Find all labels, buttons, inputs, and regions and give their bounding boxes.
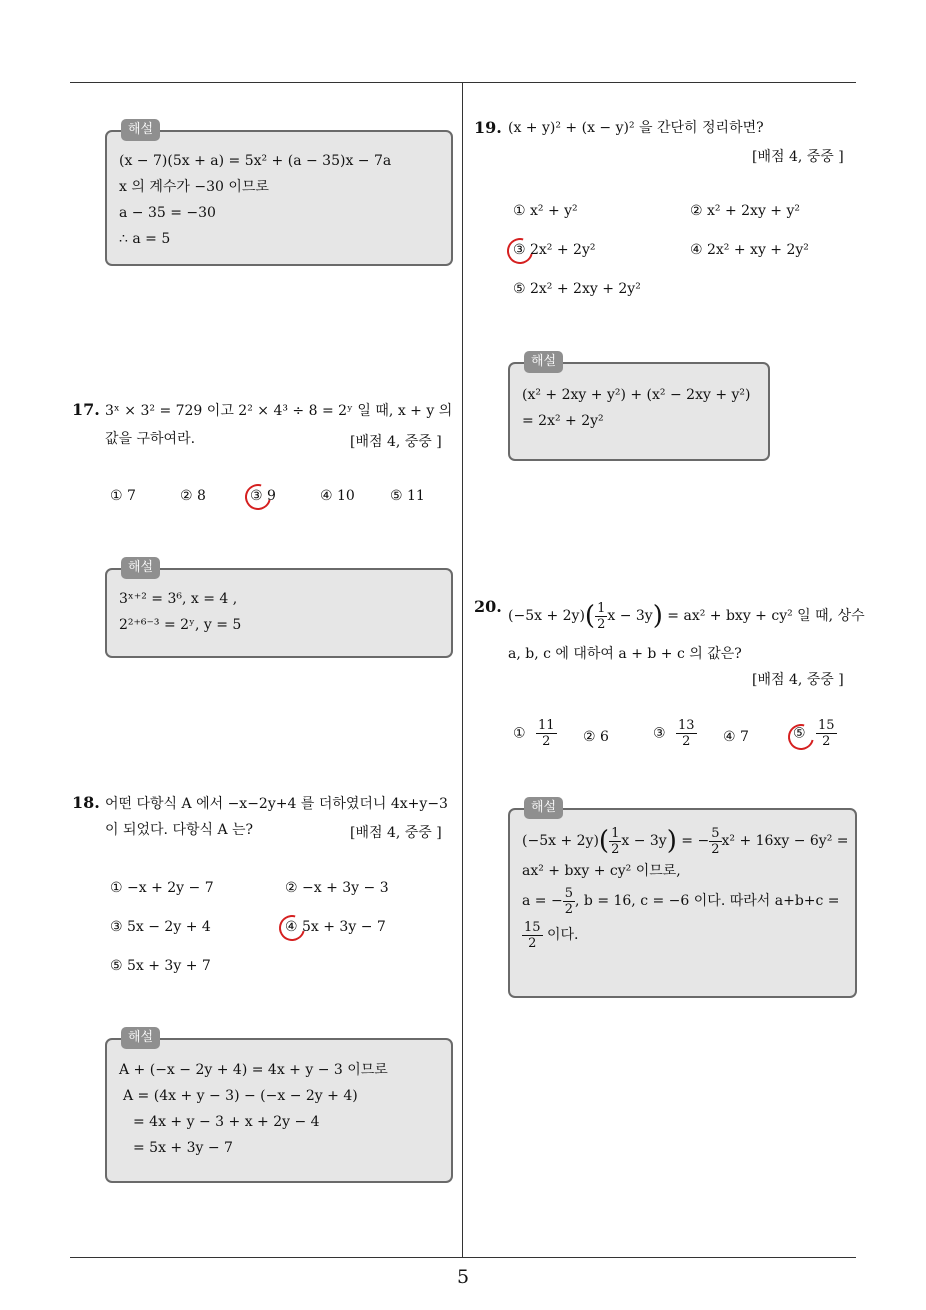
page-number: 5: [456, 1266, 470, 1288]
q19-number: 19.: [474, 118, 502, 137]
solution-label: 해설: [524, 797, 563, 819]
q19-choice-4[interactable]: ④ 2x² + xy + 2y²: [690, 242, 809, 258]
q16-solution-box: [105, 122, 453, 266]
q17-choice-1[interactable]: ① 7: [110, 488, 136, 504]
q18-number: 18.: [72, 793, 100, 812]
solution-label: 해설: [121, 1027, 160, 1049]
header-rule: [70, 82, 856, 83]
q17-text-line-2: 값을 구하여라.: [105, 431, 196, 447]
q20-sol1-b: x − 3y: [621, 833, 667, 849]
q18-choice-2[interactable]: ② −x + 3y − 3: [285, 880, 389, 896]
q19-choice-2[interactable]: ② x² + 2xy + y²: [690, 203, 801, 219]
q20-fraction-half-den: 2: [597, 616, 606, 632]
q17-choice-2[interactable]: ② 8: [180, 488, 206, 504]
q20-text-line-1: [508, 598, 865, 634]
q18-solution-line-4: = 5x + 3y − 7: [133, 1140, 233, 1156]
q17-solution-line-1: 3ˣ⁺² = 3⁶, x = 4 ,: [119, 591, 238, 607]
q20-choice-2[interactable]: ② 6: [583, 729, 609, 745]
q18-choice-1[interactable]: ① −x + 2y − 7: [110, 880, 214, 896]
q20-sol-frac-half-num: 1: [611, 825, 620, 841]
q20-sol3-frac: [563, 886, 575, 917]
q20-sol-paren-open: (: [598, 826, 610, 856]
q18-solution-line-2: A = (4x + y − 3) − (−x − 2y + 4): [123, 1088, 358, 1104]
q20-text-line-2: a, b, c 에 대하여 a + b + c 의 값은?: [508, 646, 742, 662]
q17-text-line-1: 3ˣ × 3² = 729 이고 2² × 4³ ÷ 8 = 2ʸ 일 때, x + y 의: [105, 403, 453, 419]
q20-solution-line-2: ax² + bxy + cy² 이므로,: [522, 863, 681, 879]
q20-paren-close: ): [652, 601, 663, 631]
solution-label: 해설: [524, 351, 563, 373]
q20-sol-paren-close: ): [666, 826, 677, 856]
q19-grade: [배점 4, 중중 ]: [752, 149, 844, 165]
q17-solution-line-2: 2²⁺⁶⁻³ = 2ʸ, y = 5: [119, 617, 242, 633]
q20-paren-open: (: [584, 601, 596, 631]
q20-sol4-frac-num: 15: [524, 919, 541, 935]
q20-sol1-c: = −: [676, 833, 710, 849]
q17-solution-box: [105, 560, 453, 658]
q20-choice-3-den: 2: [682, 734, 691, 749]
q19-choice-1[interactable]: ① x² + y²: [513, 203, 578, 219]
q20-line1-b: x − 3y: [607, 608, 653, 624]
q20-sol3-frac-den: 2: [564, 901, 573, 917]
q20-solution-line-3: [522, 884, 843, 918]
q20-choice-3-num: 13: [678, 718, 695, 733]
q16-solution-line-2: x 의 계수가 −30 이므로: [119, 179, 269, 195]
q20-choice-5-den: 2: [822, 734, 831, 749]
q20-sol3-b: , b = 16, c = −6 이다. 따라서 a+b+c =: [575, 893, 840, 909]
q20-choice-4[interactable]: ④ 7: [723, 729, 749, 745]
q20-sol3-a: a = −: [522, 893, 563, 909]
q20-number: 20.: [474, 597, 502, 616]
q17-answer-mark: [240, 479, 276, 515]
q16-solution-line-1: (x − 7)(5x + a) = 5x² + (a − 35)x − 7a: [119, 153, 392, 169]
q20-choice-1-den: 2: [542, 734, 551, 749]
q20-sol3-frac-num: 5: [564, 885, 573, 901]
q19-solution-line-1: (x² + 2xy + y²) + (x² − 2xy + y²): [522, 387, 751, 403]
q20-choice-3[interactable]: [653, 718, 697, 749]
q18-text-line-2: 이 되었다. 다항식 A 는?: [105, 822, 254, 838]
q16-solution-line-3: a − 35 = −30: [119, 205, 216, 221]
q20-line1-a: (−5x + 2y): [508, 608, 585, 624]
q19-solution-line-2: = 2x² + 2y²: [522, 413, 604, 429]
q20-solution-line-1: [522, 824, 849, 858]
column-divider: [462, 83, 463, 1257]
q17-choice-5[interactable]: ⑤ 11: [390, 488, 425, 504]
q20-sol4-frac-den: 2: [528, 935, 537, 951]
q20-line1-c: = ax² + bxy + cy² 일 때, 상수: [662, 608, 865, 624]
q20-sol4-frac: [522, 920, 543, 951]
q17-choice-4[interactable]: ④ 10: [320, 488, 355, 504]
q18-solution-line-1: A + (−x − 2y + 4) = 4x + y − 3 이므로: [119, 1062, 388, 1078]
q20-sol-frac-five-half: [709, 826, 721, 857]
footer-rule: [70, 1257, 856, 1258]
q20-sol1-a: (−5x + 2y): [522, 833, 599, 849]
q20-choice-1[interactable]: [513, 718, 557, 749]
q20-choice-5-mark: ⑤: [793, 725, 806, 742]
solution-label: 해설: [121, 557, 160, 579]
q20-choice-1-num: 11: [538, 718, 555, 733]
q18-answer-mark: [274, 910, 310, 946]
q19-choice-5[interactable]: ⑤ 2x² + 2xy + 2y²: [513, 281, 641, 297]
q20-sol-frac-five-den: 2: [711, 841, 720, 857]
q17-grade: [배점 4, 중중 ]: [350, 434, 442, 450]
q19-solution-box: [508, 354, 770, 461]
q18-choice-3[interactable]: ③ 5x − 2y + 4: [110, 919, 211, 935]
q20-grade: [배점 4, 중중 ]: [752, 672, 844, 688]
q16-solution-line-4: ∴ a = 5: [119, 231, 171, 247]
q20-sol1-d: x² + 16xy − 6y² =: [721, 833, 849, 849]
q20-sol-frac-half-den: 2: [611, 841, 620, 857]
q18-grade: [배점 4, 중중 ]: [350, 825, 442, 841]
q20-choice-5-num: 15: [818, 718, 835, 733]
q18-solution-line-3: = 4x + y − 3 + x + 2y − 4: [133, 1114, 320, 1130]
q20-choice-5-frac: [816, 718, 837, 749]
q18-text-line-1: 어떤 다항식 A 에서 −x−2y+4 를 더하였더니 4x+y−3: [105, 796, 448, 812]
q20-sol-frac-half: [609, 826, 621, 857]
q20-choice-3-mark: ③: [653, 725, 666, 742]
q20-choice-1-mark: ①: [513, 725, 526, 742]
q20-choice-1-frac: [536, 718, 557, 749]
q18-solution-box: [105, 1030, 453, 1183]
q20-choice-3-frac: [676, 718, 697, 749]
q18-choice-5[interactable]: ⑤ 5x + 3y + 7: [110, 958, 211, 974]
q20-solution-box: [508, 800, 857, 998]
q20-sol4-b: 이다.: [542, 927, 579, 943]
q18-choice-4[interactable]: ④ 5x + 3y − 7: [285, 919, 386, 935]
q19-choice-3[interactable]: ③ 2x² + 2y²: [513, 242, 596, 258]
q20-fraction-half: [595, 601, 607, 632]
q19-text-line-1: (x + y)² + (x − y)² 을 간단히 정리하면?: [508, 120, 764, 136]
q20-solution-line-4: [522, 918, 843, 952]
q19-answer-mark: [502, 233, 538, 269]
q17-number: 17.: [72, 400, 100, 419]
q20-sol-frac-five-num: 5: [711, 825, 720, 841]
q20-fraction-half-num: 1: [597, 600, 606, 616]
q17-choice-3[interactable]: ③ 9: [250, 488, 276, 504]
solution-label: 해설: [121, 119, 160, 141]
